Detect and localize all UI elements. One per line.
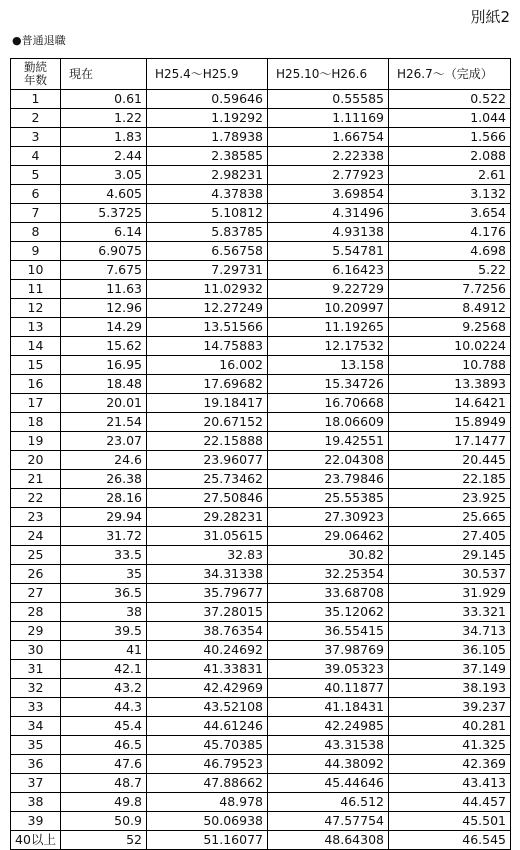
rate-cell: 12.17532 (268, 337, 389, 356)
years-cell: 37 (11, 774, 61, 793)
table-row (11, 622, 511, 641)
rate-cell: 15.62 (61, 337, 147, 356)
rate-cell: 1.19292 (147, 109, 268, 128)
table-row (11, 470, 511, 489)
years-cell: 19 (11, 432, 61, 451)
rate-cell: 41 (61, 641, 147, 660)
years-cell: 34 (11, 717, 61, 736)
rate-cell: 22.15888 (147, 432, 268, 451)
years-cell: 21 (11, 470, 61, 489)
rate-cell: 13.3893 (389, 375, 511, 394)
rate-cell: 44.457 (389, 793, 511, 812)
rate-cell: 27.30923 (268, 508, 389, 527)
years-cell: 3 (11, 128, 61, 147)
rate-cell: 11.02932 (147, 280, 268, 299)
rate-cell: 41.325 (389, 736, 511, 755)
rate-cell: 2.22338 (268, 147, 389, 166)
years-cell: 16 (11, 375, 61, 394)
table-row (11, 128, 511, 147)
rate-cell: 11.63 (61, 280, 147, 299)
rate-cell: 40.11877 (268, 679, 389, 698)
rate-cell: 4.698 (389, 242, 511, 261)
table-row (11, 318, 511, 337)
years-cell: 8 (11, 223, 61, 242)
table-row (11, 242, 511, 261)
table-row (11, 508, 511, 527)
rate-cell: 4.37838 (147, 185, 268, 204)
rate-cell: 26.38 (61, 470, 147, 489)
rate-cell: 12.27249 (147, 299, 268, 318)
years-cell: 26 (11, 565, 61, 584)
rate-cell: 51.16077 (147, 831, 268, 850)
rate-cell: 10.788 (389, 356, 511, 375)
rate-cell: 21.54 (61, 413, 147, 432)
rate-cell: 18.48 (61, 375, 147, 394)
rate-cell: 19.42551 (268, 432, 389, 451)
rate-cell: 46.5 (61, 736, 147, 755)
rate-cell: 7.7256 (389, 280, 511, 299)
rate-cell: 0.522 (389, 90, 511, 109)
rate-cell: 29.28231 (147, 508, 268, 527)
years-cell: 36 (11, 755, 61, 774)
years-cell: 24 (11, 527, 61, 546)
rate-cell: 10.0224 (389, 337, 511, 356)
rate-cell: 39.237 (389, 698, 511, 717)
years-cell: 23 (11, 508, 61, 527)
rate-cell: 1.83 (61, 128, 147, 147)
years-cell: 13 (11, 318, 61, 337)
rate-cell: 17.1477 (389, 432, 511, 451)
rate-cell: 35 (61, 565, 147, 584)
table-row (11, 223, 511, 242)
table-header-row (11, 59, 511, 90)
rate-cell: 36.5 (61, 584, 147, 603)
years-cell: 29 (11, 622, 61, 641)
rate-cell: 47.57754 (268, 812, 389, 831)
header-h25-4-to-h25-9: H25.4～H25.9 (147, 59, 268, 90)
years-cell: 7 (11, 204, 61, 223)
rate-cell: 23.07 (61, 432, 147, 451)
rate-cell: 43.2 (61, 679, 147, 698)
table-row (11, 299, 511, 318)
rate-cell: 15.34726 (268, 375, 389, 394)
table-row (11, 546, 511, 565)
table-row (11, 166, 511, 185)
rate-cell: 36.105 (389, 641, 511, 660)
rate-cell: 5.3725 (61, 204, 147, 223)
attachment-label: 別紙2 (470, 8, 510, 26)
rate-cell: 40.24692 (147, 641, 268, 660)
rate-cell: 42.24985 (268, 717, 389, 736)
years-cell: 12 (11, 299, 61, 318)
years-cell: 28 (11, 603, 61, 622)
rate-cell: 4.31496 (268, 204, 389, 223)
header-years-of-service: 勤続 年数 (11, 59, 61, 90)
rate-cell: 42.42969 (147, 679, 268, 698)
years-cell: 11 (11, 280, 61, 299)
years-cell: 2 (11, 109, 61, 128)
rate-cell: 6.14 (61, 223, 147, 242)
rate-cell: 12.96 (61, 299, 147, 318)
rate-cell: 44.38092 (268, 755, 389, 774)
rate-cell: 34.713 (389, 622, 511, 641)
rate-cell: 33.68708 (268, 584, 389, 603)
rate-cell: 8.4912 (389, 299, 511, 318)
rate-cell: 35.12062 (268, 603, 389, 622)
rate-cell: 47.6 (61, 755, 147, 774)
rate-cell: 5.83785 (147, 223, 268, 242)
rate-cell: 2.44 (61, 147, 147, 166)
years-cell: 17 (11, 394, 61, 413)
rate-cell: 2.088 (389, 147, 511, 166)
header-h25-10-to-h26-6: H25.10～H26.6 (268, 59, 389, 90)
rate-cell: 43.31538 (268, 736, 389, 755)
rate-cell: 13.51566 (147, 318, 268, 337)
table-row (11, 774, 511, 793)
rate-cell: 37.98769 (268, 641, 389, 660)
rate-cell: 46.545 (389, 831, 511, 850)
table-row (11, 394, 511, 413)
table-row (11, 432, 511, 451)
rate-cell: 50.06938 (147, 812, 268, 831)
rate-cell: 29.06462 (268, 527, 389, 546)
rate-cell: 27.50846 (147, 489, 268, 508)
rate-cell: 1.22 (61, 109, 147, 128)
rate-cell: 52 (61, 831, 147, 850)
rate-cell: 38.76354 (147, 622, 268, 641)
rate-cell: 25.73462 (147, 470, 268, 489)
rate-cell: 11.19265 (268, 318, 389, 337)
rate-cell: 49.8 (61, 793, 147, 812)
rate-cell: 2.77923 (268, 166, 389, 185)
years-cell: 22 (11, 489, 61, 508)
rate-cell: 45.501 (389, 812, 511, 831)
table-row (11, 660, 511, 679)
rate-cell: 38 (61, 603, 147, 622)
table-row (11, 489, 511, 508)
rate-cell: 14.29 (61, 318, 147, 337)
rate-cell: 38.193 (389, 679, 511, 698)
rate-cell: 16.70668 (268, 394, 389, 413)
rate-cell: 43.413 (389, 774, 511, 793)
rate-cell: 5.10812 (147, 204, 268, 223)
rate-cell: 1.566 (389, 128, 511, 147)
rate-cell: 5.22 (389, 261, 511, 280)
header-h26-7-complete: H26.7～（完成） (389, 59, 511, 90)
years-cell: 32 (11, 679, 61, 698)
rate-cell: 48.978 (147, 793, 268, 812)
rate-cell: 24.6 (61, 451, 147, 470)
rate-cell: 47.88662 (147, 774, 268, 793)
table-row (11, 375, 511, 394)
rate-cell: 20.01 (61, 394, 147, 413)
rate-cell: 2.61 (389, 166, 511, 185)
rate-cell: 29.145 (389, 546, 511, 565)
years-cell: 35 (11, 736, 61, 755)
table-row (11, 698, 511, 717)
years-cell: 39 (11, 812, 61, 831)
rate-cell: 31.929 (389, 584, 511, 603)
table-row (11, 280, 511, 299)
rate-cell: 3.05 (61, 166, 147, 185)
years-cell: 10 (11, 261, 61, 280)
rate-cell: 42.1 (61, 660, 147, 679)
rate-cell: 44.3 (61, 698, 147, 717)
table-row (11, 603, 511, 622)
rate-cell: 7.29731 (147, 261, 268, 280)
rate-cell: 50.9 (61, 812, 147, 831)
years-cell: 6 (11, 185, 61, 204)
rate-cell: 37.149 (389, 660, 511, 679)
rate-cell: 34.31338 (147, 565, 268, 584)
rate-cell: 1.66754 (268, 128, 389, 147)
table-row (11, 356, 511, 375)
rate-cell: 2.38585 (147, 147, 268, 166)
rate-cell: 3.132 (389, 185, 511, 204)
rate-cell: 6.9075 (61, 242, 147, 261)
table-row (11, 451, 511, 470)
rate-cell: 20.67152 (147, 413, 268, 432)
rate-cell: 17.69682 (147, 375, 268, 394)
rate-cell: 32.83 (147, 546, 268, 565)
years-cell: 4 (11, 147, 61, 166)
rate-cell: 42.369 (389, 755, 511, 774)
table-row (11, 261, 511, 280)
rate-cell: 30.82 (268, 546, 389, 565)
rate-cell: 13.158 (268, 356, 389, 375)
rate-cell: 1.044 (389, 109, 511, 128)
rate-cell: 39.05323 (268, 660, 389, 679)
table-row (11, 109, 511, 128)
rate-cell: 33.5 (61, 546, 147, 565)
rate-cell: 20.445 (389, 451, 511, 470)
rate-cell: 18.06609 (268, 413, 389, 432)
rate-cell: 4.176 (389, 223, 511, 242)
rate-cell: 14.75883 (147, 337, 268, 356)
section-title: ●普通退職 (12, 34, 66, 47)
rate-cell: 14.6421 (389, 394, 511, 413)
rate-cell: 7.675 (61, 261, 147, 280)
years-cell: 15 (11, 356, 61, 375)
rate-cell: 35.79677 (147, 584, 268, 603)
rate-cell: 1.11169 (268, 109, 389, 128)
rate-cell: 43.52108 (147, 698, 268, 717)
years-cell: 27 (11, 584, 61, 603)
rate-cell: 46.79523 (147, 755, 268, 774)
rate-cell: 3.654 (389, 204, 511, 223)
years-cell: 38 (11, 793, 61, 812)
years-cell: 33 (11, 698, 61, 717)
rate-cell: 22.04308 (268, 451, 389, 470)
years-cell: 18 (11, 413, 61, 432)
rate-cell: 25.55385 (268, 489, 389, 508)
rate-cell: 0.55585 (268, 90, 389, 109)
rate-cell: 15.8949 (389, 413, 511, 432)
table-row (11, 793, 511, 812)
rate-cell: 19.18417 (147, 394, 268, 413)
years-cell: 20 (11, 451, 61, 470)
rate-cell: 9.2568 (389, 318, 511, 337)
rate-cell: 9.22729 (268, 280, 389, 299)
years-cell: 25 (11, 546, 61, 565)
table-row (11, 527, 511, 546)
rate-cell: 30.537 (389, 565, 511, 584)
rate-cell: 48.7 (61, 774, 147, 793)
table-row (11, 204, 511, 223)
rate-cell: 28.16 (61, 489, 147, 508)
rate-cell: 36.55415 (268, 622, 389, 641)
rate-cell: 23.96077 (147, 451, 268, 470)
rate-cell: 45.44646 (268, 774, 389, 793)
rate-cell: 4.93138 (268, 223, 389, 242)
rate-cell: 27.405 (389, 527, 511, 546)
years-cell: 30 (11, 641, 61, 660)
rate-cell: 29.94 (61, 508, 147, 527)
table-row (11, 337, 511, 356)
rate-cell: 0.59646 (147, 90, 268, 109)
rate-cell: 23.925 (389, 489, 511, 508)
rate-cell: 41.33831 (147, 660, 268, 679)
rate-cell: 16.95 (61, 356, 147, 375)
header-current: 現在 (61, 59, 147, 90)
years-cell: 9 (11, 242, 61, 261)
rate-cell: 22.185 (389, 470, 511, 489)
table-row (11, 641, 511, 660)
table-row (11, 413, 511, 432)
table-row (11, 831, 511, 850)
rate-cell: 2.98231 (147, 166, 268, 185)
years-cell: 5 (11, 166, 61, 185)
rate-cell: 1.78938 (147, 128, 268, 147)
rate-cell: 32.25354 (268, 565, 389, 584)
rate-cell: 40.281 (389, 717, 511, 736)
rate-cell: 6.16423 (268, 261, 389, 280)
rate-cell: 48.64308 (268, 831, 389, 850)
table-row (11, 736, 511, 755)
table-row (11, 755, 511, 774)
rate-cell: 23.79846 (268, 470, 389, 489)
rate-cell: 37.28015 (147, 603, 268, 622)
rate-cell: 41.18431 (268, 698, 389, 717)
rate-cell: 4.605 (61, 185, 147, 204)
rate-cell: 25.665 (389, 508, 511, 527)
years-cell: 1 (11, 90, 61, 109)
rate-cell: 10.20997 (268, 299, 389, 318)
table-row (11, 147, 511, 166)
table-row (11, 717, 511, 736)
rate-cell: 0.61 (61, 90, 147, 109)
table-row (11, 565, 511, 584)
rate-cell: 46.512 (268, 793, 389, 812)
rate-cell: 3.69854 (268, 185, 389, 204)
table-row (11, 679, 511, 698)
rate-cell: 31.05615 (147, 527, 268, 546)
rate-cell: 6.56758 (147, 242, 268, 261)
rate-cell: 31.72 (61, 527, 147, 546)
table-row (11, 185, 511, 204)
rate-cell: 44.61246 (147, 717, 268, 736)
rate-cell: 39.5 (61, 622, 147, 641)
rate-cell: 16.002 (147, 356, 268, 375)
table-row (11, 584, 511, 603)
rate-cell: 33.321 (389, 603, 511, 622)
rate-cell: 45.70385 (147, 736, 268, 755)
years-cell: 14 (11, 337, 61, 356)
table-row (11, 812, 511, 831)
rate-cell: 45.4 (61, 717, 147, 736)
years-cell: 31 (11, 660, 61, 679)
rate-cell: 5.54781 (268, 242, 389, 261)
years-cell: 40以上 (11, 831, 61, 850)
retirement-rate-table (10, 58, 511, 850)
table-row (11, 90, 511, 109)
